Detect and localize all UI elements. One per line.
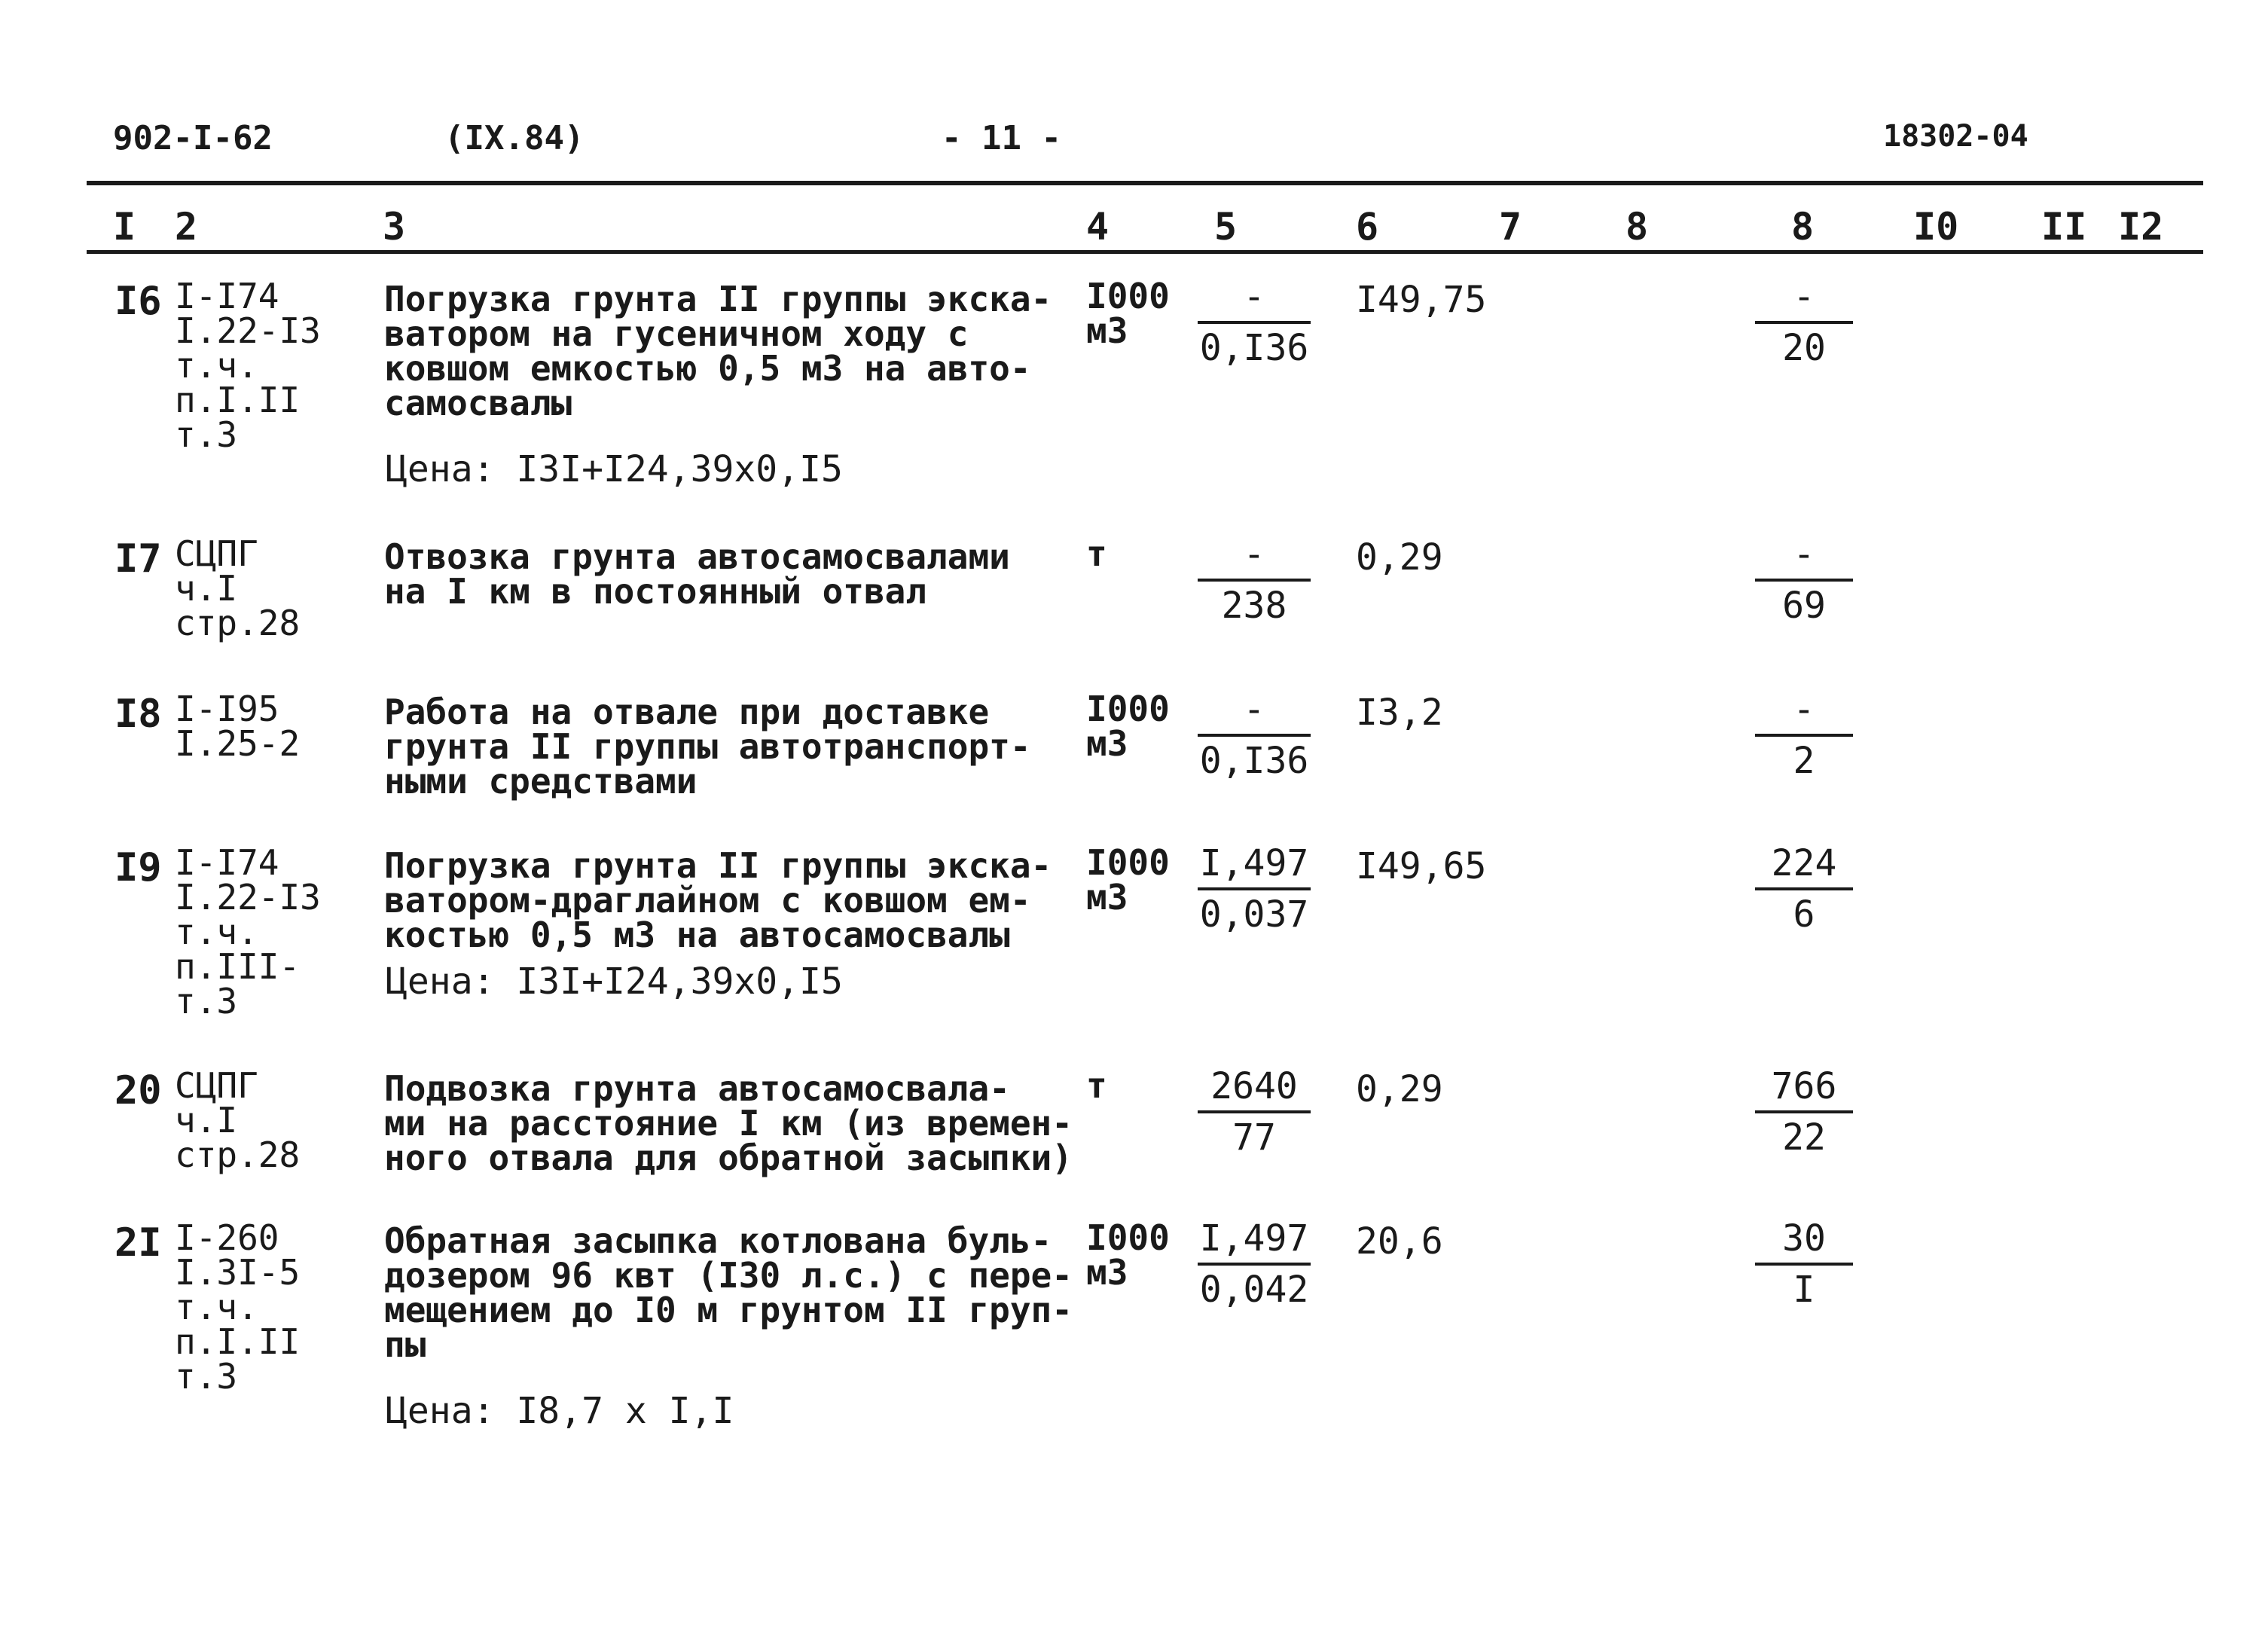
- col-4: 4: [1086, 205, 1110, 249]
- row-col6: 0,29: [1356, 1068, 1443, 1110]
- row-number: I7: [114, 536, 162, 582]
- row-col5-fraction-bar: [1198, 734, 1311, 737]
- row-col6: I49,65: [1356, 845, 1487, 887]
- row-col8-fraction-bar: [1755, 321, 1853, 324]
- row-desc-line: Обратная засыпка котлована буль-: [384, 1220, 1052, 1261]
- row-col8-fraction-denominator: 20: [1782, 327, 1826, 369]
- row-col8-fraction: [1755, 274, 1853, 371]
- row-col5-fraction-bar: [1198, 1110, 1311, 1113]
- row-col5-fraction-numerator: I,497: [1199, 1217, 1309, 1260]
- row-ref-line: СЦПГ: [175, 1065, 258, 1106]
- row-col5-fraction-denominator: 77: [1232, 1116, 1276, 1159]
- row-desc-line: Отвозка грунта автосамосвалами: [384, 536, 1010, 577]
- row-ref-line: стр.28: [175, 1134, 301, 1175]
- row-col8-fraction-numerator: -: [1793, 689, 1815, 731]
- row-desc-line: ковшом емкостью 0,5 м3 на авто-: [384, 348, 1031, 389]
- row-desc-line: мещением до I0 м грунтом II груп-: [384, 1290, 1073, 1330]
- row-col5-fraction-numerator: 2640: [1210, 1065, 1298, 1107]
- row-col6: I49,75: [1356, 279, 1487, 321]
- col-12: I2: [2118, 205, 2164, 249]
- row-col8-fraction-denominator: 6: [1793, 893, 1815, 936]
- row-unit: I000: [1086, 276, 1170, 316]
- row-col5-fraction-bar: [1198, 579, 1311, 582]
- row-desc-line: ватором на гусеничном ходу с: [384, 313, 969, 354]
- row-col8-fraction-denominator: I: [1793, 1269, 1815, 1311]
- row-col6: 0,29: [1356, 536, 1443, 579]
- row-col8-fraction: [1755, 532, 1853, 628]
- col-7: 7: [1499, 205, 1522, 249]
- row-col5-fraction: [1198, 1064, 1311, 1160]
- row-ref-line: ч.I: [175, 1100, 238, 1141]
- doc-code: 902-I-62: [113, 119, 273, 157]
- row-ref-line: т.ч.: [175, 345, 258, 386]
- row-col5-fraction-denominator: 238: [1221, 585, 1287, 627]
- row-ref-line: стр.28: [175, 603, 301, 643]
- row-ref-line: т.3: [175, 414, 238, 455]
- row-col8-fraction-bar: [1755, 734, 1853, 737]
- row-col8-fraction-bar: [1755, 579, 1853, 582]
- row-unit: м3: [1086, 1252, 1128, 1293]
- row-desc-line: ватором-драглайном с ковшом ем-: [384, 880, 1031, 921]
- row-col8-fraction-bar: [1755, 887, 1853, 890]
- row-col8-fraction-numerator: 224: [1771, 842, 1837, 884]
- sheet-code: 18302-04: [1883, 119, 2028, 154]
- row-desc-line: Погрузка грунта II группы экска-: [384, 845, 1052, 886]
- row-col5-fraction: [1198, 687, 1311, 783]
- row-col5-fraction-bar: [1198, 1263, 1311, 1266]
- row-ref-line: ч.I: [175, 568, 238, 609]
- row-desc-line: дозером 96 квт (I30 л.с.) с пере-: [384, 1255, 1073, 1296]
- row-ref-line: I.22-I3: [175, 877, 321, 918]
- row-desc-line: ными средствами: [384, 761, 697, 802]
- row-col8-fraction: [1755, 841, 1853, 937]
- row-col8-fraction-numerator: 766: [1771, 1065, 1837, 1107]
- row-ref-line: т.ч.: [175, 1287, 258, 1327]
- row-ref-line: I.25-2: [175, 723, 301, 764]
- row-ref-line: т.ч.: [175, 912, 258, 952]
- row-desc-line: Погрузка грунта II группы экска-: [384, 279, 1052, 319]
- row-ref-line: т.3: [175, 981, 238, 1021]
- doc-date: (IX.84): [444, 119, 585, 157]
- row-ref-line: п.I.II: [175, 380, 301, 420]
- col-6: 6: [1356, 205, 1379, 249]
- row-col5-fraction-bar: [1198, 887, 1311, 890]
- row-desc-line: на I км в постоянный отвал: [384, 571, 927, 612]
- row-unit: т: [1086, 1065, 1107, 1106]
- row-col5-fraction-denominator: 0,I36: [1199, 327, 1309, 369]
- header-rule: [87, 250, 2203, 254]
- row-number: 2I: [114, 1220, 162, 1266]
- row-desc-line: ми на расстояние I км (из времен-: [384, 1103, 1073, 1144]
- row-col8-fraction: [1755, 687, 1853, 783]
- row-col5-fraction-numerator: -: [1243, 533, 1265, 576]
- row-col8-fraction-denominator: 2: [1793, 740, 1815, 782]
- row-unit: м3: [1086, 310, 1128, 351]
- row-ref-line: I-I95: [175, 689, 279, 729]
- row-unit: I000: [1086, 689, 1170, 729]
- row-unit: м3: [1086, 723, 1128, 764]
- row-price: Цена: I3I+I24,39x0,I5: [386, 960, 843, 1003]
- row-ref-line: I-I74: [175, 842, 279, 883]
- row-ref-line: СЦПГ: [175, 533, 258, 574]
- row-col5-fraction-numerator: -: [1243, 276, 1265, 318]
- row-ref-line: п.III-: [175, 946, 301, 987]
- row-unit: т: [1086, 533, 1107, 574]
- row-ref-line: I.22-I3: [175, 310, 321, 351]
- row-col8-fraction-bar: [1755, 1263, 1853, 1266]
- row-ref-line: I-I74: [175, 276, 279, 316]
- row-ref-line: т.3: [175, 1356, 238, 1397]
- row-desc-line: Подвозка грунта автосамосвала-: [384, 1068, 1010, 1109]
- row-desc-line: костью 0,5 м3 на автосамосвалы: [384, 915, 1010, 955]
- row-col8-fraction-numerator: -: [1793, 533, 1815, 576]
- col-10: I0: [1913, 205, 1959, 249]
- row-col5-fraction: [1198, 532, 1311, 628]
- row-number: I9: [114, 845, 162, 890]
- top-rule: [87, 181, 2203, 185]
- row-col8-fraction-denominator: 22: [1782, 1116, 1826, 1159]
- col-5: 5: [1214, 205, 1238, 249]
- row-number: I6: [114, 279, 162, 324]
- row-col8-fraction: [1755, 1064, 1853, 1160]
- row-ref-line: I.3I-5: [175, 1252, 301, 1293]
- row-unit: м3: [1086, 877, 1128, 918]
- row-desc-line: пы: [384, 1324, 426, 1365]
- row-ref-line: I-260: [175, 1217, 279, 1258]
- row-col5-fraction-denominator: 0,037: [1199, 893, 1309, 936]
- row-desc-line: Работа на отвале при доставке: [384, 692, 990, 732]
- row-desc-line: самосвалы: [384, 383, 572, 423]
- row-price: Цена: I3I+I24,39x0,I5: [386, 448, 843, 490]
- row-price: Цена: I8,7 x I,I: [386, 1390, 734, 1432]
- row-col8-fraction-bar: [1755, 1110, 1853, 1113]
- row-col5-fraction-denominator: 0,042: [1199, 1269, 1309, 1311]
- row-col5-fraction-bar: [1198, 321, 1311, 324]
- row-unit: I000: [1086, 1217, 1170, 1258]
- row-col5-fraction-denominator: 0,I36: [1199, 740, 1309, 782]
- page-number: - 11 -: [942, 119, 1061, 157]
- col-8b: 8: [1791, 205, 1815, 249]
- row-col5-fraction: [1198, 1216, 1311, 1312]
- row-number: 20: [114, 1068, 162, 1113]
- row-col8-fraction-numerator: -: [1793, 276, 1815, 318]
- col-11: II: [2041, 205, 2087, 249]
- col-3: 3: [383, 205, 406, 249]
- row-col5-fraction: [1198, 274, 1311, 371]
- col-2: 2: [175, 205, 198, 249]
- row-unit: I000: [1086, 842, 1170, 883]
- row-col5-fraction-numerator: I,497: [1199, 842, 1309, 884]
- row-col8-fraction-numerator: 30: [1782, 1217, 1826, 1260]
- row-col5-fraction: [1198, 841, 1311, 937]
- col-8a: 8: [1625, 205, 1649, 249]
- col-1: I: [113, 205, 136, 249]
- row-col8-fraction: [1755, 1216, 1853, 1312]
- row-number: I8: [114, 692, 162, 737]
- row-col6: 20,6: [1356, 1220, 1443, 1263]
- row-col8-fraction-denominator: 69: [1782, 585, 1826, 627]
- row-ref-line: п.I.II: [175, 1321, 301, 1362]
- row-desc-line: ного отвала для обратной засыпки): [384, 1138, 1073, 1178]
- row-desc-line: грунта II группы автотранспорт-: [384, 726, 1031, 767]
- row-col5-fraction-numerator: -: [1243, 689, 1265, 731]
- row-col6: I3,2: [1356, 692, 1443, 734]
